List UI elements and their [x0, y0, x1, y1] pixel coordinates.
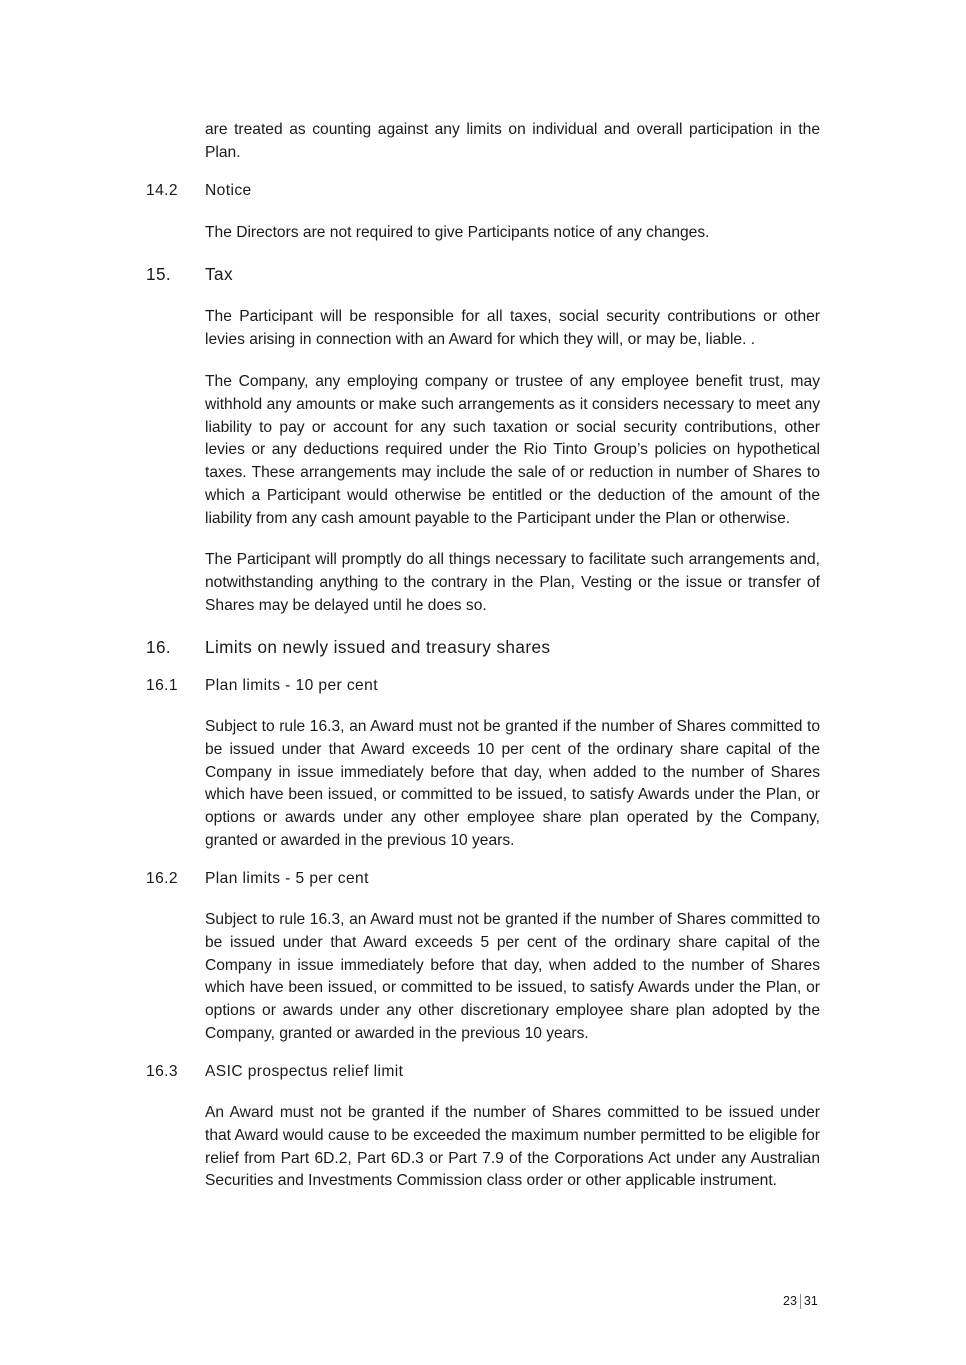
section-number: 14.2	[146, 182, 178, 199]
section-number: 16.	[146, 637, 172, 657]
continuation-paragraph: are treated as counting against any limits on individual and overall participation in the Plan.	[205, 121, 820, 161]
section-heading-16-2	[146, 869, 826, 889]
section-heading-16-1	[146, 676, 826, 696]
tax-paragraph-1: The Participant will be responsible for all taxes, social security contributions or other levies arising in connection with an Award for which they will, or may be, liable. .	[205, 308, 820, 348]
page-number	[783, 1293, 818, 1309]
section-title: Plan limits - 10 per cent	[205, 677, 378, 694]
tax-paragraph-2: The Company, any employing company or trustee of any employee benefit trust, may withhold any amounts or make such arrangements as it considers necessary to meet any liability to pay or account for any such taxation or social security contributions, other levies or any deductions required under the Rio Tinto Group’s policies on hypothetical taxes. These arrangements may include the sale of or reduction in number of Shares to which a Participant would otherwise be entitled or the deduction of the amount of the liability from any cash amount payable to the Participant under the Plan or otherwise.	[205, 373, 820, 527]
page-total: 31	[803, 1294, 818, 1308]
tax-paragraph-3: The Participant will promptly do all things necessary to facilitate such arrangements and, notwithstanding anything to the contrary in the Plan, Vesting or the issue or transfer of Shares may be delayed until he does so.	[205, 551, 820, 614]
section-heading-15	[146, 264, 826, 284]
section-number: 16.3	[146, 1063, 178, 1080]
asic-limit-paragraph: An Award must not be granted if the number of Shares committed to be issued under that Award would cause to be exceeded the maximum number permitted to be eligible for relief from Part 6D.2, Part 6D.3 or Part 7.9 of the Corporations Act under any Australian Securities and Investments Commission class order or other applicable instrument.	[205, 1104, 820, 1190]
section-title: ASIC prospectus relief limit	[205, 1063, 404, 1080]
section-title: Plan limits - 5 per cent	[205, 870, 369, 887]
notice-paragraph: The Directors are not required to give Participants notice of any changes.	[205, 224, 710, 241]
page-current: 23	[783, 1294, 797, 1308]
section-heading-16	[146, 637, 826, 657]
page-separator	[800, 1294, 801, 1309]
section-number: 15.	[146, 264, 172, 284]
section-title: Limits on newly issued and treasury shares	[205, 637, 551, 657]
section-title: Tax	[205, 264, 233, 284]
section-number: 16.2	[146, 870, 178, 887]
section-heading-14-2	[146, 181, 826, 201]
plan-limit-5-paragraph: Subject to rule 16.3, an Award must not be granted if the number of Shares committed to be issued under that Award exceeds 5 per cent of the ordinary share capital of the Company in issue immediately before that day, when added to the number of Shares which have been issued, or committed to be issued, to satisfy Awards under the Plan, or options or awards under any other discretionary employee share plan adopted by the Company, granted or awarded in the previous 10 years.	[205, 911, 820, 1042]
plan-limit-10-paragraph: Subject to rule 16.3, an Award must not be granted if the number of Shares committed to be issued under that Award exceeds 10 per cent of the ordinary share capital of the Company in issue immediately before that day, when added to the number of Shares which have been issued, or committed to be issued, to satisfy Awards under the Plan, or options or awards under any other employee share plan operated by the Company, granted or awarded in the previous 10 years.	[205, 718, 820, 849]
section-title: Notice	[205, 182, 252, 199]
section-number: 16.1	[146, 677, 178, 694]
section-heading-16-3	[146, 1062, 826, 1082]
